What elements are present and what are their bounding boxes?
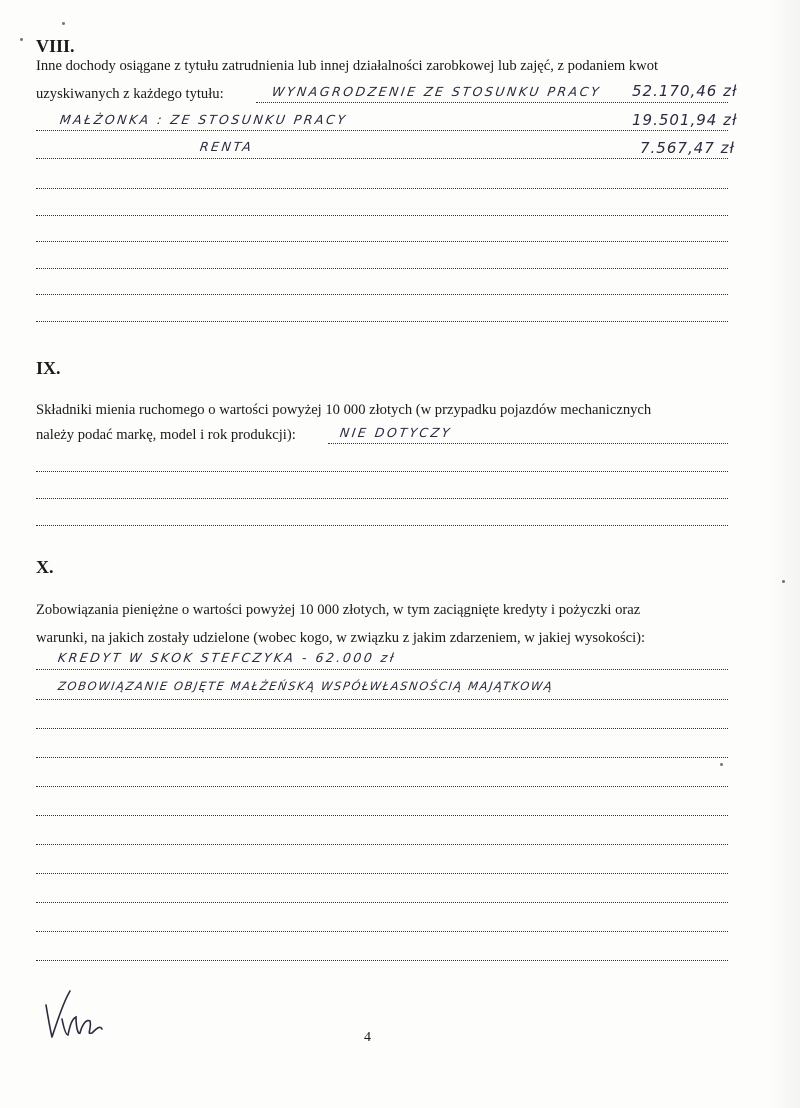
empty-line (36, 470, 728, 472)
scan-speck (720, 763, 723, 766)
income-entry-1-text: WYNAGRODZENIE ZE STOSUNKU PRACY (270, 84, 603, 99)
scan-speck (20, 38, 23, 41)
empty-line (36, 320, 728, 322)
empty-line (36, 901, 728, 903)
income-entry-2-amount: 19.501,94 zł (632, 111, 738, 129)
income-entry-2-text: MAŁŻONKA : ZE STOSUNKU PRACY (58, 112, 349, 127)
empty-line (36, 959, 728, 961)
answer-line (36, 157, 728, 159)
empty-line (36, 727, 728, 729)
section-ix-heading: IX. (36, 358, 61, 378)
income-entry-3-amount: 7.567,47 zł (640, 139, 735, 157)
section-viii-heading: VIII. (36, 36, 75, 56)
empty-line (36, 524, 728, 526)
scan-edge-shadow (770, 0, 800, 1108)
answer-line (328, 442, 728, 444)
empty-line (36, 214, 728, 216)
handwritten-signature (40, 985, 110, 1045)
section-ix-text-line-2: należy podać markę, model i rok produkcji): (36, 427, 296, 443)
section-x-text-line-1: Zobowiązania pieniężne o wartości powyżej 10 000 złotych, w tym zaciągnięte kredyty i pożyczki oraz (36, 602, 641, 618)
answer-line (36, 129, 728, 131)
income-entry-3-text: RENTA (198, 139, 255, 154)
answer-line (256, 101, 728, 103)
section-viii-text-line-1: Inne dochody osiągane z tytułu zatrudnienia lub innej działalności zarobkowej lub zajęć, z podaniem kwot (36, 58, 659, 74)
empty-line (36, 930, 728, 932)
section-x-text-line-2: warunki, na jakich zostały udzielone (wobec kogo, w związku z jakim zdarzeniem, w jakiej wysokości): (36, 630, 646, 646)
empty-line (36, 293, 728, 295)
empty-line (36, 497, 728, 499)
empty-line (36, 843, 728, 845)
scan-speck (62, 22, 65, 25)
section-ix-text-line-1: Składniki mienia ruchomego o wartości powyżej 10 000 złotych (w przypadku pojazdów mechanicznych (36, 402, 652, 418)
section-x-heading: X. (36, 557, 54, 577)
page-number: 4 (364, 1030, 371, 1045)
liability-entry-2: ZOBOWIĄZANIE OBJĘTE MAŁŻEŃSKĄ WSPÓŁWŁASNOŚCIĄ MAJĄTKOWĄ (57, 679, 555, 693)
answer-line (36, 668, 728, 670)
answer-line (36, 698, 728, 700)
liability-entry-1: KREDYT W SKOK STEFCZYKA - 62.000 zł (56, 650, 398, 665)
empty-line (36, 187, 728, 189)
empty-line (36, 267, 728, 269)
income-entry-1-amount: 52.170,46 zł (632, 82, 738, 100)
movable-property-answer: NIE DOTYCZY (338, 425, 453, 440)
empty-line (36, 756, 728, 758)
empty-line (36, 240, 728, 242)
empty-line (36, 872, 728, 874)
section-viii-text-line-2: uzyskiwanych z każdego tytułu: (36, 86, 224, 102)
empty-line (36, 785, 728, 787)
empty-line (36, 814, 728, 816)
